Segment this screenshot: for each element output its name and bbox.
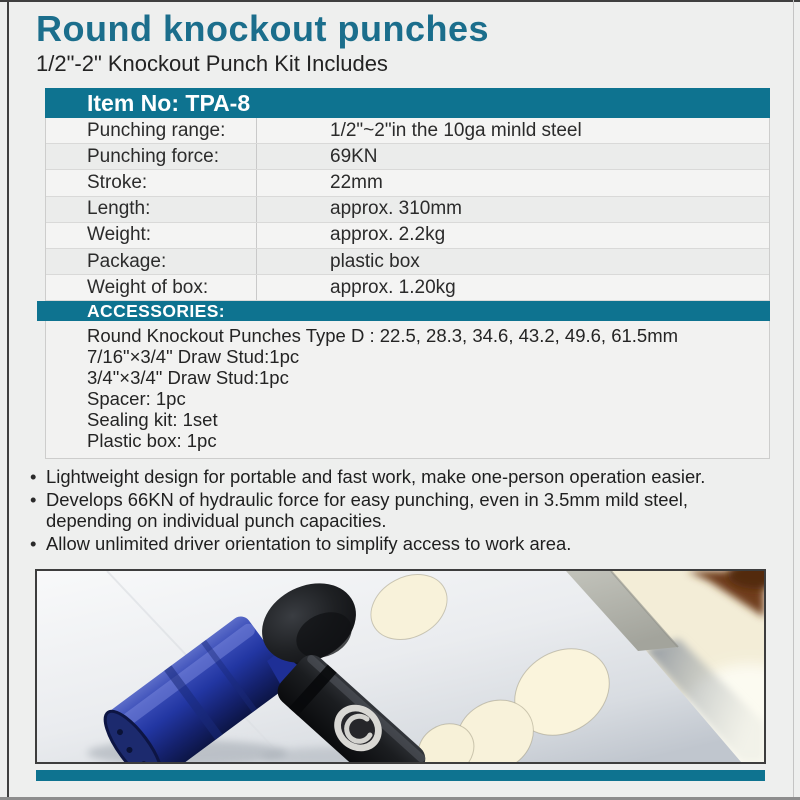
spec-value: approx. 1.20kg xyxy=(330,276,456,298)
spec-value: approx. 310mm xyxy=(330,198,463,220)
table-row xyxy=(46,144,769,170)
page-title: Round knockout punches xyxy=(36,8,490,49)
list-item xyxy=(24,466,766,487)
table-row xyxy=(46,249,769,275)
bullet-icon: • xyxy=(30,488,37,510)
product-photo-illustration xyxy=(37,571,764,762)
accessories-header: ACCESSORIES: xyxy=(37,301,770,321)
feature-text: Allow unlimited driver orientation to simplify access to work area. xyxy=(46,532,572,554)
spec-label: Length: xyxy=(46,197,257,222)
bottom-accent-bar xyxy=(36,770,765,781)
spec-label: Punching force: xyxy=(46,144,257,169)
product-photo xyxy=(35,569,766,764)
spec-table xyxy=(45,88,770,459)
accessory-item: Round Knockout Punches Type D : 22.5, 28.3, 34.6, 43.2, 49.6, 61.5mm xyxy=(87,325,679,347)
bullet-icon: • xyxy=(30,466,37,487)
accessory-item: Sealing kit: 1set xyxy=(87,408,218,430)
frame-border-top xyxy=(0,0,800,2)
accessory-item: 7/16"×3/4" Draw Stud:1pc xyxy=(87,346,300,368)
item-number-header: Item No: TPA-8 xyxy=(45,88,770,118)
bullet-icon: • xyxy=(30,532,37,554)
table-row xyxy=(46,223,769,249)
spec-label: Package: xyxy=(46,249,257,274)
table-row xyxy=(46,275,769,301)
spec-value: 22mm xyxy=(330,171,383,193)
spec-label: Weight: xyxy=(46,223,257,248)
feature-bullet-list xyxy=(24,466,766,556)
feature-text: Develops 66KN of hydraulic force for easy punching, even in 3.5mm mild steel, depending on individual punch capacities. xyxy=(46,488,688,532)
accessory-item: Spacer: 1pc xyxy=(87,388,186,410)
spec-value: 69KN xyxy=(330,145,378,167)
feature-text: Lightweight design for portable and fast work, make one-person operation easier. xyxy=(46,466,706,487)
list-item xyxy=(24,533,766,554)
spec-value: approx. 2.2kg xyxy=(330,224,446,246)
list-item xyxy=(24,489,766,532)
frame-border-left xyxy=(7,0,9,800)
spec-value: 1/2"~2"in the 10ga minld steel xyxy=(330,119,582,141)
spec-label: Punching range: xyxy=(46,118,257,143)
accessory-item: 3/4"×3/4" Draw Stud:1pc xyxy=(87,367,289,389)
table-row xyxy=(46,170,769,196)
accessories-list xyxy=(45,321,770,458)
table-row xyxy=(46,118,769,144)
spec-rows xyxy=(45,118,770,301)
table-row xyxy=(46,197,769,223)
spec-label: Stroke: xyxy=(46,170,257,195)
frame-border-right xyxy=(793,0,794,800)
spec-label: Weight of box: xyxy=(46,275,257,300)
spec-value: plastic box xyxy=(330,250,420,272)
page-subtitle: 1/2"-2" Knockout Punch Kit Includes xyxy=(36,51,388,76)
accessory-item: Plastic box: 1pc xyxy=(87,429,217,451)
